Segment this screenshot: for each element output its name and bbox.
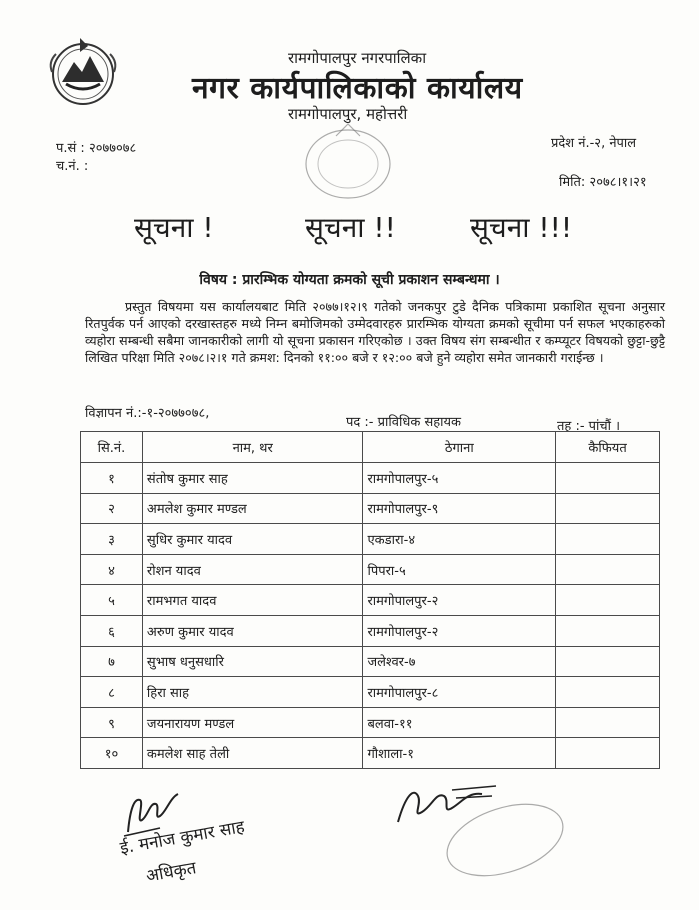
row-address: एकडारा-४ (363, 524, 556, 555)
header-address: ठेगाना (363, 432, 556, 463)
candidate-table (80, 431, 660, 769)
table-row (81, 524, 660, 555)
notice-heading-2: सूचना !! (305, 211, 396, 244)
row-sn: ७ (81, 646, 143, 677)
row-remarks (556, 524, 660, 555)
row-remarks (556, 585, 660, 616)
row-remarks (556, 738, 660, 769)
row-name: कमलेश साह तेली (142, 738, 363, 769)
row-name: रोशन यादव (142, 554, 363, 585)
row-sn: ३ (81, 524, 143, 555)
post-level: तह :- पांचौं । (557, 419, 621, 434)
row-address: बलवा-११ (363, 707, 556, 738)
signatory-name: ई. मनोज कुमार साह (118, 817, 247, 859)
row-sn: १० (81, 738, 143, 769)
row-remarks (556, 463, 660, 494)
row-name: सुभाष धनुसधारि (142, 646, 363, 677)
notice-heading-3: सूचना !!! (470, 211, 573, 244)
row-remarks (556, 554, 660, 585)
row-remarks (556, 707, 660, 738)
row-sn: २ (81, 493, 143, 524)
table-row (81, 646, 660, 677)
row-remarks (556, 615, 660, 646)
row-sn: १ (81, 463, 143, 494)
header-remarks: कैफियत (556, 432, 660, 463)
row-name: हिरा साह (142, 677, 363, 708)
table-row (81, 677, 660, 708)
row-sn: ८ (81, 677, 143, 708)
row-address: जलेश्वर-७ (363, 646, 556, 677)
reference-block (56, 140, 136, 176)
header-name: नाम, थर (142, 432, 363, 463)
row-address: रामगोपालपुर-२ (363, 615, 556, 646)
notice-heading-1: सूचना ! (134, 211, 214, 244)
table-row (81, 615, 660, 646)
row-sn: ९ (81, 707, 143, 738)
table-row (81, 585, 660, 616)
row-name: जयनारायण मण्डल (142, 707, 363, 738)
row-sn: ६ (81, 615, 143, 646)
office-seal-stamp-icon (440, 800, 570, 880)
row-address: रामगोपालपुर-५ (363, 463, 556, 494)
table-row (81, 707, 660, 738)
cn-number: च.नं. : (56, 159, 89, 174)
header-sn: सि.नं. (81, 432, 143, 463)
row-sn: ४ (81, 554, 143, 585)
body-paragraph: प्रस्तुत विषयमा यस कार्यालयबाट मिति २०७७।१२।९ गतेको जनकपुर टुडे दैनिक पत्रिकामा प्रकाशित सूचना अनुसार रितपुर्वक पर्न आएको दरखास्तहरु मध्ये निम्न बमोजिमको उम्मेदवारहरु प्रारम्भिक योग्यता क्रमको सूचीमा पर्न सफल भएकाहरुको व्यहोरा सम्बन्धी सबैमा जानकारीको लागी यो सूचना प्रकासन गरिएकोछ । उक्त विषय संग सम्बन्धीत र कम्प्यूटर विषयको छुट्टा-छुट्टै लिखित परिक्षा मिति २०७८।२।१ गते क्रमश: दिनको ११:०० बजे र १२:०० बजे हुने व्यहोरा समेत जानकारी गराईन्छ । (85, 299, 665, 365)
row-name: अमलेश कुमार मण्डल (142, 493, 363, 524)
nepal-emblem-icon (44, 32, 122, 110)
advertisement-number: विज्ञापन नं.:-१-२०७७०७८, (85, 406, 210, 421)
row-remarks (556, 677, 660, 708)
table-row (81, 738, 660, 769)
row-sn: ५ (81, 585, 143, 616)
row-address: रामगोपालपुर-२ (363, 585, 556, 616)
table-header-row (81, 432, 660, 463)
row-remarks (556, 646, 660, 677)
office-seal-icon (302, 122, 394, 202)
subject-line: विषय : प्रारम्भिक योग्यता क्रमको सूची प्रकाशन सम्बन्धमा । (199, 272, 500, 288)
row-name: सुधिर कुमार यादव (142, 524, 363, 555)
row-address: रामगोपालपुर-९ (363, 493, 556, 524)
office-address: रामगोपालपुर, महोत्तरी (288, 105, 408, 123)
ps-number: प.सं : २०७७०७८ (56, 141, 137, 156)
municipality-name: रामगोपालपुर नगरपालिका (288, 49, 427, 67)
signatory-title: अधिकृत (144, 858, 198, 887)
row-name: संतोष कुमार साह (142, 463, 363, 494)
row-address: रामगोपालपुर-८ (363, 677, 556, 708)
table-row (81, 493, 660, 524)
table-row (81, 554, 660, 585)
table-row (81, 463, 660, 494)
notice-date: मिति: २०७८।१।२१ (559, 175, 647, 190)
post-name: पद :- प्राविधिक सहायक (346, 415, 462, 430)
row-name: रामभगत यादव (142, 585, 363, 616)
province-label: प्रदेश नं.-२, नेपाल (551, 136, 637, 151)
row-name: अरुण कुमार यादव (142, 615, 363, 646)
office-title: नगर कार्यपालिकाको कार्यालय (192, 71, 523, 106)
row-remarks (556, 493, 660, 524)
row-address: गौशाला-१ (363, 738, 556, 769)
row-address: पिपरा-५ (363, 554, 556, 585)
